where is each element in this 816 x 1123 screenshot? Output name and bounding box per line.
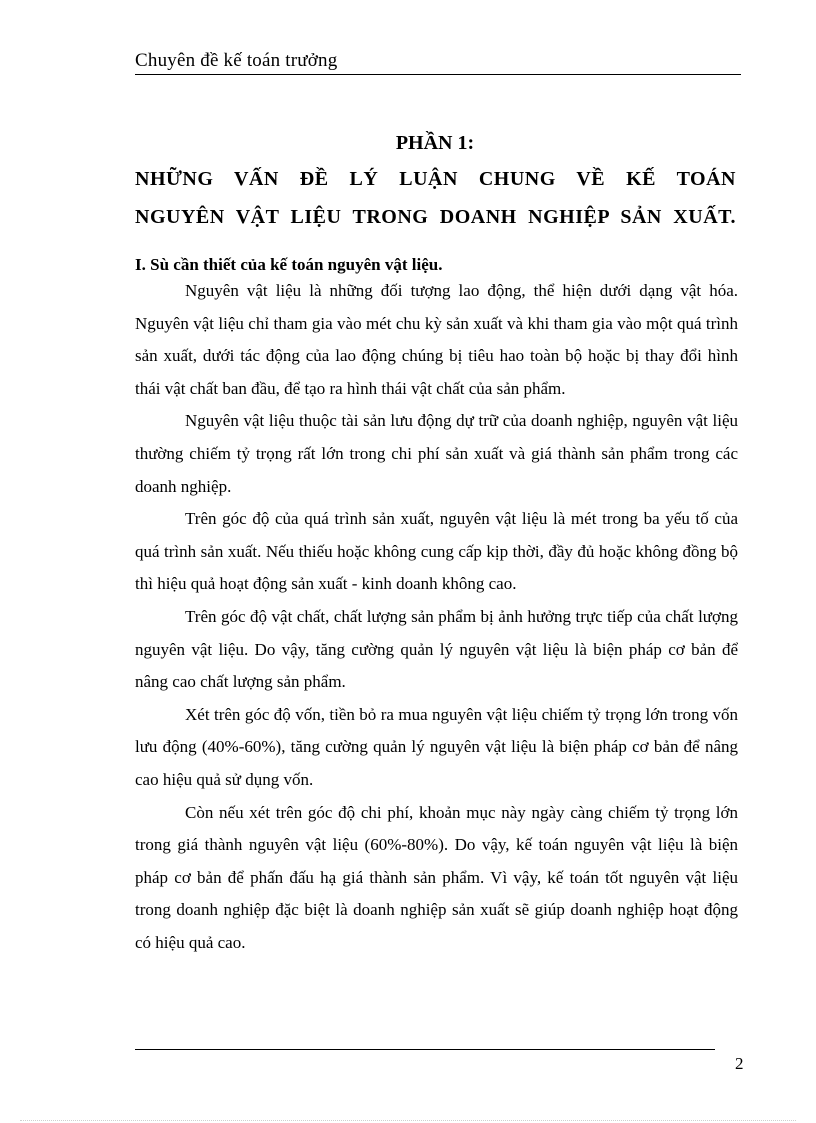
- paragraph: Trên góc độ của quá trình sản xuất, nguyên vật liệu là mét trong ba yếu tố của quá trình sản xuất. Nếu thiếu hoặc không cung cấp kịp thời, đầy đủ hoặc không đồng bộ thì hiệu quả hoạt động sản xuất - kinh doanh không cao.: [135, 509, 738, 594]
- paragraph: Nguyên vật liệu là những đối tượng lao động, thể hiện dưới dạng vật hóa. Nguyên vật liệu chỉ tham gia vào mét chu kỳ sản xuất và khi tham gia vào một quá trình sản xuất, dưới tác động của lao động chúng bị tiêu hao toàn bộ hoặc bị thay đổi hình thái vật chất ban đầu, để tạo ra hình thái vật chất của sản phẩm.: [135, 281, 738, 398]
- paragraph: Nguyên vật liệu thuộc tài sản lưu động dự trữ của doanh nghiệp, nguyên vật liệu thường chiếm tỷ trọng rất lớn trong chi phí sản xuất và giá thành sản phẩm trong các doanh nghiệp.: [135, 411, 738, 496]
- paragraph: Trên góc độ vật chất, chất lượng sản phẩm bị ảnh hưởng trực tiếp của chất lượng nguyên vật liệu. Do vậy, tăng cường quản lý nguyên vật liệu là biện pháp cơ bản để nâng cao chất lượng sản phẩm.: [135, 606, 738, 692]
- page-number: 2: [735, 1054, 744, 1073]
- section-heading: I. Sù cần thiết của kế toán nguyên vật liệu.: [135, 255, 443, 274]
- chapter-title-line-1: NHỮNG VẤN ĐỀ LÝ LUẬN CHUNG VỀ KẾ TOÁN: [135, 168, 736, 190]
- body-text: [135, 275, 738, 959]
- running-header: Chuyên đề kế toán trưởng: [135, 50, 338, 71]
- header-rule: [135, 74, 741, 75]
- part-title: PHẦN 1:: [395, 132, 475, 154]
- footer-rule: [135, 1049, 715, 1050]
- chapter-title-line-2: NGUYÊN VẬT LIỆU TRONG DOANH NGHIỆP SẢN XUẤT.: [135, 206, 736, 228]
- paragraph: Xét trên góc độ vốn, tiền bỏ ra mua nguyên vật liệu chiếm tỷ trọng lớn trong vốn lưu động (40%-60%), tăng cường quản lý nguyên vật liệu là biện pháp cơ bản để nâng cao hiệu quả sử dụng vốn.: [135, 704, 738, 789]
- paragraph: Còn nếu xét trên góc độ chi phí, khoản mục này ngày càng chiếm tỷ trọng lớn trong giá thành nguyên vật liệu (60%-80%). Do vậy, kế toán nguyên vật liệu là biện pháp cơ bản để phấn đấu hạ giá thành sản phẩm. Vì vậy, kế toán tốt nguyên vật liệu trong doanh nghiệp đặc biệt là doanh nghiệp sản xuất sẽ giúp doanh nghiệp hoạt động có hiệu quả cao.: [135, 802, 738, 952]
- page-edge-divider: [20, 1120, 796, 1121]
